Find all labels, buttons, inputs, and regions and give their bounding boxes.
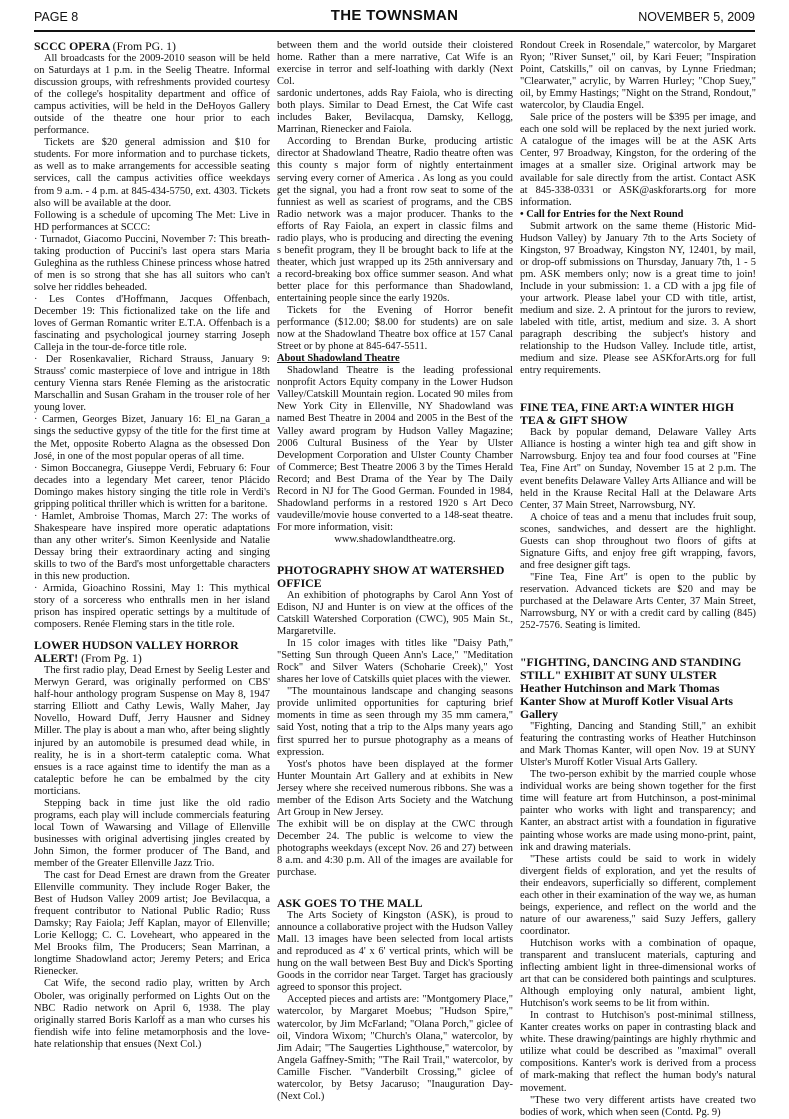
paragraph: "The mountainous landscape and changing seasons provide unlimited opportunities for capturing brief moments in time as seen through my 35 mm camera," said Yost, noting that a trip to the Alps many years ago first spurred her to pursue photography as a means of expression. — [277, 686, 513, 758]
paragraph: Tickets for the Evening of Horror benefit performance ($12.00; $8.00 for students) are on sale now at the Shadowland Theatre box office at 157 Canal Street or by phone at 845-647-5511. — [277, 305, 513, 353]
paragraph: "Fighting, Dancing and Standing Still," an exhibit featuring the contrasting works of Heather Hutchinson and Mark Thomas Kanter, will open Nov. 19 at SUNY Ulster's Muroff Kotler Visual Arts Gallery. — [520, 721, 756, 769]
opera-item: · Simon Boccanegra, Giuseppe Verdi, February 6: Four decades into a legendary Met career, tenor Plácido Domingo makes history singing the title role in Verdi's gripping political thriller which is written for a baritone. — [34, 462, 270, 510]
paragraph: Submit artwork on the same theme (Historic Mid-Hudson Valley) by January 7th to the Arts Society of Kingston, 97 Broadway, Kingston NY, 12401, by mail, or drop-off submissions on Thursday, January 7th, 1 - 5 pm. ASK members only; now is a great time to join! Include in your submission: 1. a CD with a jpg file of your artwork. Please label your CD with title, artist, medium and size. 2. A printout for the jurors to review, labeled with title, artist, medium and size. 3. A short paragraph describing the subject's history and relationship to the Hudson Valley. Include title, artist, medium and size. Please see ASKforArts.org for full entry requirements. — [520, 220, 756, 377]
paragraph: In contrast to Hutchison's post-minimal stillness, Kanter creates works on paper in contrasting black and white. These drawing/paintings are highly rhythmic and utilize what could be described as "maximal" overall compositions. Kanter's work is derived from a process of mark-making that reflect the human body's natural movement. — [520, 1010, 756, 1094]
paragraph: In 15 color images with titles like "Daisy Path," "Setting Sun through Queen Ann's Lace," "Meditation Rock" and Silver Waters (Schoharie Creek)," Yost shares her love of Catskills quiet places with the viewer. — [277, 638, 513, 686]
subheading-about-shadowland: About Shadowland Theatre — [277, 353, 400, 365]
column-1 — [34, 40, 270, 1112]
paragraph: Back by popular demand, Delaware Valley Arts Alliance is hosting a winter high tea and gift show in Narrowsburg. Enjoy tea and four food courses at "Fine Tea, Fine Art" on Sunday, November 15 at 2 p.m. The event benefits Delaware Valley Arts Alliance and will be held in the Krause Recital Hall at the Delaware Arts Center, 37 Main Street, Narrowsburg, NY. — [520, 427, 756, 511]
opera-item: · Les Contes d'Hoffmann, Jacques Offenbach, December 19: This fictionalized take on the life and loves of German Romantic writer E.T.A. Offenbach is a fascinating and psychological journey starring Joseph Calleja in the tour-de-force title role. — [34, 293, 270, 354]
headline-horror-alert: LOWER HUDSON VALLEY HORROR ALERT! (From Pg. 1) — [34, 638, 239, 666]
paragraph: "Fine Tea, Fine Art" is open to the public by reservation. Advanced tickets are $20 and may be purchased at the Delaware Arts Center, 37 Main Street, Narrowsburg, NY or with a credit card by calling (845) 252-7576. Seating is limited. — [520, 571, 756, 632]
paragraph: Sale price of the posters will be $395 per image, and each one sold will be replaced by the next juried work. A catalogue of the images will be at the ASK Arts Center, 97 Broadway, Kingston, for the ordering of the images at a smaller size. Original artwork may be available for sale directly from the artist. Contact ASK at 845-338-0331 or ASK@askforarts.org for more information. — [520, 112, 756, 208]
paragraph: The cast for Dead Ernest are drawn from the Greater Ellenville community. They include Roger Baker, the Best of Hudson Valley 2009 artist; Joe Bevilacqua, a frequent contributor to National Public Radio; Russ Damsky; Ray Faiola; Jeff Kaplan, mayor of Ellenville; Lorie Kellogg; C. C. Loveheart, who appeared in the Mel Brooks film, The Producers; Sean Marrinan, a longtime Shadowland actor; Jeremy Peters; and Erica Rienecker. — [34, 870, 270, 978]
headline-fine-tea: FINE TEA, FINE ART:A WINTER HIGH TEA & GIFT SHOW — [520, 400, 734, 428]
paragraph: sardonic undertones, adds Ray Faiola, who is directing both plays. Similar to Dead Ernest, the Cat Wife cast includes Baker, Bevilacqua, Damsky, Kellogg, Marrinan, Rienecker and Faiola. — [277, 88, 513, 136]
column-3 — [520, 40, 756, 1118]
headline-ask-mall: ASK GOES TO THE MALL — [277, 896, 423, 911]
opera-item: · Der Rosenkavalier, Richard Strauss, January 9: Strauss' comic masterpiece of love and intrigue in 18th century Vienna stars Renée Fleming as the aristocratic Marschallin and Susan Graham in the trouser role of her young lover. — [34, 354, 270, 414]
paragraph: An exhibition of photographs by Carol Ann Yost of Edison, NJ and Hunter is on view at the offices of the Catskill Watershed Corporation (CWC), 905 Main St., Margaretville. — [277, 589, 513, 638]
paragraph: According to Brendan Burke, producing artistic director at Shadowland Theatre, Radio theatre often was this county s major form of nightly entertainment serving every corner of America . As long as you could get the signal, you had a front row seat to some of the funniest as well as scariest of programs, and the CBS Radio network was a major producer. Thanks to the efforts of Ray Faiola, an expert in classic films and radio plays, who is producing and directing the evening s benefit program, they ll be brought back to life at the theater, which just wrapped up its 25th anniversary and a record-breaking box office summer season. And what better place for this performance than Shadowland, entertaining people since the early 1920s. — [277, 136, 513, 304]
paragraph: Cat Wife, the second radio play, written by Arch Oboler, was originally performed on Lights Out on the NBC Radio network on April 6, 1938. The play originally starred Boris Karloff as a man who curses his fiendish wife into feline metamorphosis and the love-hate relationship that ensues (Next Col.) — [34, 978, 270, 1050]
headline-sccc-opera: SCCC OPERA (From PG. 1) — [34, 39, 176, 53]
paragraph: Rondout Creek in Rosendale," watercolor, by Margaret Ryon; "River Sunset," oil, by Kari Feuer; "Inspiration Point, Catskills," oil on canvas, by Lynne Friedman; "Clearwater," acrylic, by Warren Hurley; "Chop Suey," oil, by Emmy Hastings; "Night on the Strand, Rondout," watercolor, by Claudia Engel. — [520, 40, 756, 112]
paragraph: All broadcasts for the 2009-2010 season will be held on Saturdays at 1 p.m. in the Seelig Theatre. Informal discussion groups, with refreshments provided courtesy of the college's hospitality department and office of campus activities, will be held in the DeHoyos Gallery outside of the theatre one hour prior to each performance. — [34, 53, 270, 137]
paragraph: Hutchison works with a combination of opaque, transparent and translucent materials, capturing and inflecting ambient light in three-dimensional works of art that can be considered both paintings and sculptures. Although employing only natural, ambient light, Hutchison's work seems to be lit from within. — [520, 937, 756, 1010]
paragraph: "These two very different artists have created two bodies of work, which when seen (Contd. Pg. 9) — [520, 1094, 756, 1118]
paragraph: The exhibit will be on display at the CWC through December 24. The public is welcome to view the photographs weekdays (except Nov. 26 and 27) between 8 a.m. and 4:30 p.m. All of the images are available for purchase. — [277, 818, 513, 879]
paragraph: The Arts Society of Kingston (ASK), is proud to announce a collaborative project with the Hudson Valley Mall. 13 images have been selected from local artists and reproduced as 4' x 6' vertical prints, which will be hung on the wall between Best Buy and Dick's Sporting Goods in the corridor near Target. Target has graciously agreed to sponsor this project. — [277, 910, 513, 994]
website-url: www.shadowlandtheatre.org. — [334, 533, 456, 545]
paragraph: Accepted pieces and artists are: "Montgomery Place," watercolor, by Margaret Moebus; "Hudson Spire," watercolor, by Jim McFarland; "Olana Porch," giclee of oil, Vindora Wixom; "Church's Olana," watercolor, by Jim Adair; "The Saugerties Lighthouse," watercolor, by Angela Gaffney-Smith; "The Rail Trail," watercolor, by Camille Fischer. "Vanderbilt Crossing," giclee of watercolor, by Betsy Jacaruso; "Inauguration Day- (Next Col.) — [277, 994, 513, 1102]
newspaper-title: THE TOWNSMAN — [330, 7, 459, 24]
paragraph: The first radio play, Dead Ernest by Seelig Lester and Merwyn Gerard, was originally performed on CBS' half-hour anthology program Suspense on May 8, 1947 starring Elliott and Cathy Lewis, Wally Maher, Jay Novello, Howard Duff, Jerry Hausner and Sidney Miller. The play is about a man who, after being slightly injured by an automobile is presumed dead while, in reality, he is in a short-term cataleptic coma. What ensues is a race against time to identify the man as a cataleptic before he can be embalmed by the city morticians. — [34, 665, 270, 797]
paragraph: "These artists could be said to work in widely divergent fields of exploration, and yet the results of their endeavors, superficially so different, complement each other in their examination of the way we, as human beings, experience, and reflect on the world and the nature of our awareness," said Suzy Jeffers, gallery coordinator. — [520, 853, 756, 937]
paragraph: between them and the world outside their cloistered home. Rather than a mere narrative, Cat Wife is an exercise in terror and self-loathing with darkly (Next Col. — [277, 40, 513, 88]
issue-date: NOVEMBER 5, 2009 — [638, 10, 755, 24]
page-number: PAGE 8 — [34, 10, 79, 24]
opera-item: · Hamlet, Ambroise Thomas, March 27: The works of Shakespeare have inspired more operatic adaptations than any other writer's. Simon Keenlyside and Natalie Dessay bring their extraordinary acting and singing skills to two of the Bard's most unforgettable characters in this new production. — [34, 510, 270, 583]
opera-item: · Carmen, Georges Bizet, January 16: El_na Garan_a sings the seductive gypsy of the title for the first time at the Met, opposite Roberto Alagna as the obsessed Don José, in one of the most popular operas of all time. — [34, 414, 270, 462]
paragraph: A choice of teas and a menu that includes fruit soup, scones, sandwiches, and dessert are the highlight. Guests can shop throughout two floors of gifts at Signature Gifts, and enjoy free gift wrapping, favors, and free designer gift tags. — [520, 511, 756, 571]
masthead — [34, 6, 755, 32]
headline-photography-show: PHOTOGRAPHY SHOW AT WATERSHED OFFICE — [277, 562, 505, 590]
column-2 — [277, 40, 513, 1112]
paragraph: Following is a schedule of upcoming The Met: Live in HD performances at SCCC: — [34, 209, 270, 233]
opera-item: · Turnadot, Giacomo Puccini, November 7: This breath-taking production of Puccini's last opera stars Maria Guleghina as the ruthless Chinese princess whose hatred of men is so strong that she has all suitors who can't solve her riddles beheaded. — [34, 233, 270, 293]
headline-suny-ulster: "FIGHTING, DANCING AND STANDING STILL" EXHIBIT AT SUNY ULSTER Heather Hutchinson and Mark Thomas Kanter Show at Muroff Kotler Visual Arts Gallery — [520, 655, 742, 722]
paragraph: Stepping back in time just like the old radio programs, each play will include commercials featuring local Town of Wawarsing and Village of Ellenville businesses with original advertising jingles created by John Simon, the former producer of The Band, and member of the Greater Ellenville Jazz Trio. — [34, 797, 270, 869]
paragraph: Tickets are $20 general admission and $10 for students. For more information and to purchase tickets, as well as to make arrangements for accessible seating services, call the campus activities office weekdays from 9 a.m. - 4 p.m. at 845-434-5750, ext. 4303. Tickets also will be available at the door. — [34, 137, 270, 209]
paragraph: Shadowland Theatre is the leading professional nonprofit Actors Equity company in the Lower Hudson Valley/Catskill Mountain region. Located 90 miles from New York City in Ellenville, NY Shadowland was named Best Theatre in 2004 and 2005 in the Best of the Valley award program by Hudson Valley Magazine; 2006 Cultural Business of the Year by Ulster Development Corporation and Ulster County Chamber of Commerce; Best Theatre 2006 3 by the Times Herald Record; and Best Drama of the Year by The Daily Record in NJ for The Good German. Founded in 1984, Shadowland performs in a restored 1920 s Art Deco vaudeville/movie house converted to a 148-seat theatre. For more information, visit: — [277, 365, 513, 533]
paragraph: The two-person exhibit by the married couple whose individual works are being shown together for the first time will feature art from Hutchinson, a post-minimal painter who works with light and transparency; and Kanter, an abstract artist with a foundation in figurative painting whose works are made using mono-print, paint, ink and drawing materials. — [520, 769, 756, 853]
opera-item: · Armida, Gioachino Rossini, May 1: This mythical story of a sorceress who enthralls men in her island prison has inspired operatic settings by a multitude of composers. Renée Fleming stars in the title role. — [34, 583, 270, 631]
bullet-heading: • Call for Entries for the Next Round — [520, 208, 684, 220]
paragraph: Yost's photos have been displayed at the former Hunter Mountain Art Gallery and at exhibits in New Jersey where she received numerous ribbons. She was a member of the Edison Arts Society and the Watchung Art Group in New Jersey. — [277, 758, 513, 818]
